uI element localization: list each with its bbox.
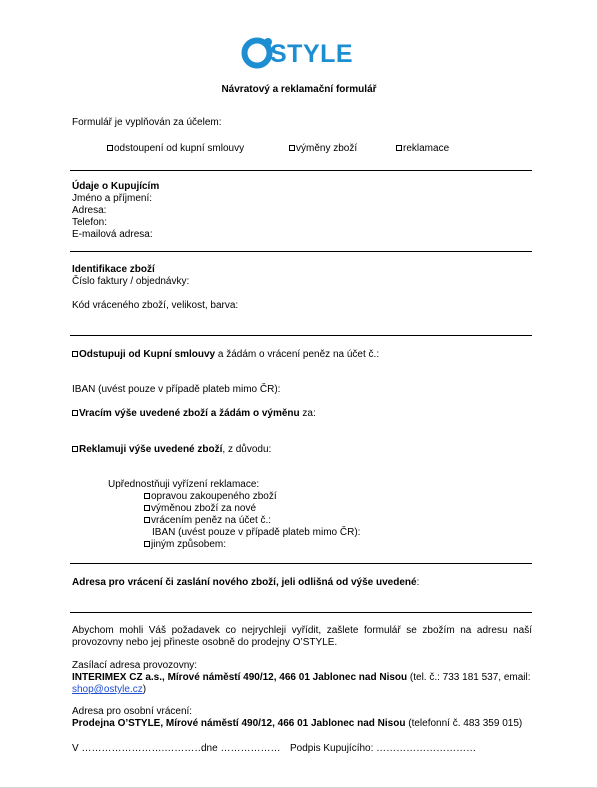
divider [70, 612, 532, 613]
withdraw-iban: IBAN (uvést pouze v případě plateb mimo ČR): [72, 384, 281, 395]
purpose-intro: Formulář je vyplňován za účelem: [72, 117, 222, 128]
return-address-colon: : [416, 577, 420, 588]
withdraw-option[interactable] [72, 349, 379, 361]
shipping-contact: (tel. č.: 733 181 537, email: [407, 672, 531, 683]
logo-o-mark-icon [240, 36, 274, 70]
pref-other[interactable] [144, 539, 226, 551]
logo-brand: STYLE [270, 40, 354, 68]
checkbox[interactable] [396, 145, 402, 151]
pickup-label: Adresa pro osobní vrácení: [72, 706, 193, 717]
buyer-name-field: Jméno a příjmení: [72, 193, 153, 204]
shipping-company: INTERIMEX CZ a.s., Mírové náměstí 490/12, 466 01 Jablonec nad Nisou [72, 672, 408, 683]
exchange-rest: za: [299, 408, 316, 419]
pickup-phone: (telefonní č. 483 359 015) [405, 718, 523, 729]
option-complaint[interactable] [396, 143, 449, 155]
option-label: jiným způsobem: [151, 539, 227, 550]
divider [70, 251, 532, 252]
option-label: opravou zakoupeného zboží [151, 491, 277, 502]
signature-sign: Podpis Kupujícího: ………………………… [290, 743, 477, 754]
shipping-label: Zasílací adresa provozovny: [72, 660, 198, 671]
complaint-bold: Reklamuji výše uvedené zboží [79, 444, 223, 455]
pickup-shop: Prodejna O’STYLE, Mírové náměstí 490/12, 466 01 Jablonec nad Nisou [72, 718, 406, 729]
option-label: odstoupení od kupní smlouvy [114, 143, 245, 154]
form-title: Návratový a reklamační formulář [221, 84, 377, 95]
withdraw-rest: a žádám o vrácení peněz na účet č.: [215, 349, 380, 360]
option-label: reklamace [403, 143, 450, 154]
return-address-text: Adresa pro vrácení či zaslání nového zboží, jeli odlišná od výše uvedené [72, 577, 417, 588]
checkbox[interactable] [72, 446, 78, 452]
shipping-close: ) [142, 684, 147, 695]
checkbox[interactable] [144, 505, 150, 511]
checkbox[interactable] [144, 541, 150, 547]
signature-place: V …………………….………… [72, 743, 205, 754]
complaint-option[interactable] [72, 444, 271, 456]
checkbox[interactable] [107, 145, 113, 151]
option-label: výměnou zboží za nové [151, 503, 257, 514]
instructions-text: Abychom mohli Váš požadavek co nejrychleji vyřídit, zašlete formulář se zbožím na adresu naší provozovny nebo jej přineste osobně do prodejny O’STYLE. [72, 625, 532, 648]
goods-code-field: Kód vráceného zboží, velikost, barva: [72, 300, 239, 311]
checkbox[interactable] [72, 351, 78, 357]
checkbox[interactable] [289, 145, 295, 151]
pref-repair[interactable] [144, 491, 277, 503]
option-exchange[interactable] [289, 143, 357, 155]
withdraw-bold: Odstupuji od Kupní smlouvy [79, 349, 216, 360]
invoice-field: Číslo faktury / objednávky: [72, 276, 190, 287]
shipping-email-line [72, 684, 146, 696]
signature-date: dne ……………… [201, 743, 281, 754]
exchange-bold: Vracím výše uvedené zboží a žádám o výměnu [79, 408, 300, 419]
pickup-address [72, 718, 522, 730]
goods-heading: Identifikace zboží [72, 264, 155, 275]
preference-intro: Upřednostňuji vyřízení reklamace: [108, 479, 260, 490]
complaint-rest: , z důvodu: [222, 444, 272, 455]
buyer-address-field: Adresa: [72, 205, 107, 216]
divider [70, 335, 532, 336]
option-label: výměny zboží [296, 143, 358, 154]
buyer-email-field: E-mailová adresa: [72, 229, 153, 240]
checkbox[interactable] [144, 493, 150, 499]
checkbox[interactable] [144, 517, 150, 523]
divider [70, 170, 532, 171]
exchange-option[interactable] [72, 408, 316, 420]
buyer-phone-field: Telefon: [72, 217, 108, 228]
option-withdrawal[interactable] [107, 143, 244, 155]
pref-refund[interactable] [144, 515, 271, 527]
pref-replace[interactable] [144, 503, 256, 515]
divider [70, 563, 532, 564]
shop-email-link[interactable]: shop@ostyle.cz [72, 684, 143, 695]
return-address-label [72, 577, 419, 589]
pref-iban: IBAN (uvést pouze v případě plateb mimo ČR): [152, 527, 361, 538]
checkbox[interactable] [72, 410, 78, 416]
shipping-address [72, 672, 531, 684]
option-label: vrácením peněz na účet č.: [151, 515, 272, 526]
buyer-heading: Údaje o Kupujícím [72, 181, 160, 192]
